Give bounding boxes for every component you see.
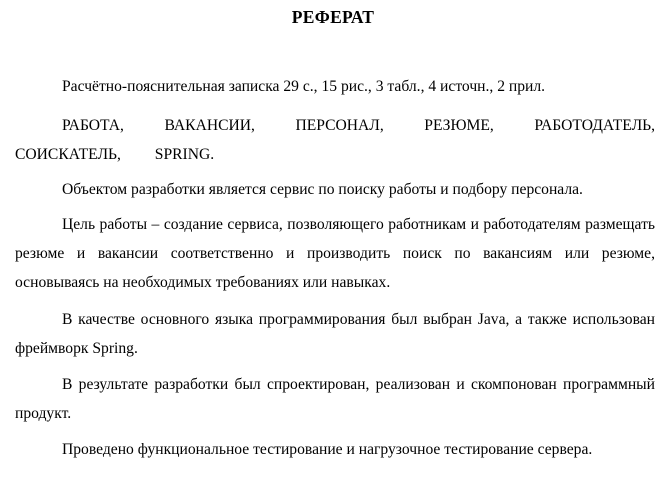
paragraph-summary: Расчётно-пояснительная записка 29 с., 15 рис., 3 табл., 4 источн., 2 прил. xyxy=(62,78,546,95)
paragraph-object: Объектом разработки является сервис по поиску работы и подбору персонала. xyxy=(62,181,583,198)
document-title: РЕФЕРАТ xyxy=(291,7,375,27)
paragraph-language: В качестве основного языка программирования был выбран Java, а также использован фреймворк Spring. xyxy=(15,311,655,357)
paragraph-goal: Цель работы – создание сервиса, позволяющего работникам и работодателям размещать резюме и вакансии соответственно и производить поиск по вакансиям или резюме, основываясь на необходимых требованиях или навыках. xyxy=(15,216,655,291)
paragraph-result: В результате разработки был спроектирован, реализован и скомпонован программный продукт. xyxy=(15,376,655,422)
paragraph-keywords: РАБОТА, ВАКАНСИИ, ПЕРСОНАЛ, РЕЗЮМЕ, РАБОТОДАТЕЛЬ, СОИСКАТЕЛЬ, SPRING. xyxy=(15,117,655,163)
paragraph-testing: Проведено функциональное тестирование и нагрузочное тестирование сервера. xyxy=(62,441,593,458)
